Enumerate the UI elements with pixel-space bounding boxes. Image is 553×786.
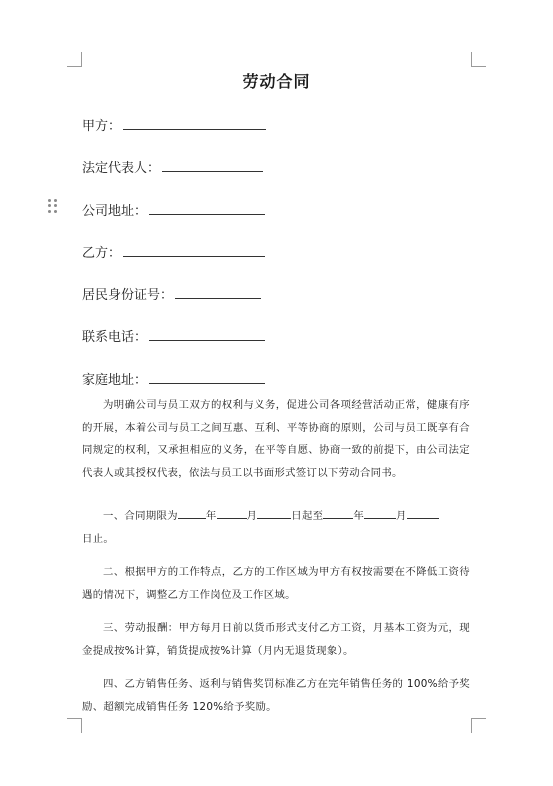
clause-1-blank-month-start[interactable] — [217, 508, 247, 519]
preamble-paragraph: 为明确公司与员工双方的权利与义务，促进公司各项经营活动正常，健康有序的开展，本着公司与员工之间互惠、互利、平等协商的原则，公司与员工既享有合同规定的权利，又承担相应的义务，在平等自愿、协商一致的前提下，由公司法定代表人或其授权代表，依法与员工以书面形式签订以下劳动合同书。 — [82, 399, 470, 479]
clause-4-paragraph: 四、乙方销售任务、返利与销售奖罚标准乙方在完年销售任务的 100%给予奖励、超额完成销售任务 120%给予奖励。 — [82, 678, 470, 713]
clause-1-end: 日止。 — [82, 532, 115, 545]
field-party-b-label: 乙方： — [82, 246, 122, 261]
field-party-a-blank[interactable] — [123, 117, 266, 130]
field-company-address[interactable] — [82, 200, 265, 219]
clause-1-month-1: 月 — [246, 510, 258, 522]
clause-1-year-2: 年 — [353, 510, 365, 522]
field-phone[interactable] — [82, 326, 265, 345]
field-home-address[interactable] — [82, 369, 265, 388]
field-home-address-label: 家庭地址： — [82, 373, 148, 388]
field-id-number-label: 居民身份证号： — [82, 288, 174, 303]
field-id-number-blank[interactable] — [175, 286, 261, 299]
field-party-b-blank[interactable] — [123, 244, 265, 257]
clause-1-blank-year-end[interactable] — [323, 508, 353, 519]
clause-1-prefix: 一、合同期限为 — [103, 510, 178, 522]
clause-2-paragraph: 二、根据甲方的工作特点，乙方的工作区域为甲方有权按需要在不降低工资待遇的情况下，调整乙方工作岗位及工作区域。 — [82, 566, 470, 601]
crop-mark-top-right — [471, 52, 486, 67]
field-legal-rep-blank[interactable] — [162, 159, 263, 172]
field-legal-rep[interactable] — [82, 157, 263, 176]
clause-1-blank-month-end[interactable] — [364, 508, 396, 519]
field-id-number[interactable] — [82, 284, 261, 303]
field-phone-label: 联系电话： — [82, 330, 148, 345]
crop-mark-bottom-left — [67, 718, 82, 733]
clause-1-year-1: 年 — [205, 510, 217, 522]
clause-1-month-2: 月 — [396, 510, 407, 522]
clause-1-blank-year-start[interactable] — [178, 508, 206, 519]
crop-mark-bottom-right — [471, 718, 486, 733]
field-home-address-blank[interactable] — [149, 371, 265, 384]
clause-1-day-from: 日起至 — [291, 510, 324, 522]
document-title: 劳动合同 — [242, 72, 311, 91]
field-company-address-label: 公司地址： — [82, 204, 148, 219]
clause-1-paragraph — [82, 505, 470, 550]
field-legal-rep-label: 法定代表人： — [82, 161, 161, 176]
drag-handle-icon[interactable] — [48, 199, 58, 213]
field-party-b[interactable] — [82, 242, 265, 261]
field-party-a[interactable] — [82, 115, 266, 134]
field-party-a-label: 甲方： — [82, 119, 122, 134]
clause-3-paragraph: 三、劳动报酬：甲方每月日前以货币形式支付乙方工资，月基本工资为元，现金提成按%计算，销货提成按%计算（月内无退货现象）。 — [82, 622, 470, 657]
clause-1-blank-day-end[interactable] — [407, 508, 439, 519]
clause-1-blank-day-start[interactable] — [257, 508, 291, 519]
field-company-address-blank[interactable] — [149, 202, 265, 215]
crop-mark-top-left — [67, 52, 82, 67]
field-phone-blank[interactable] — [149, 328, 265, 341]
